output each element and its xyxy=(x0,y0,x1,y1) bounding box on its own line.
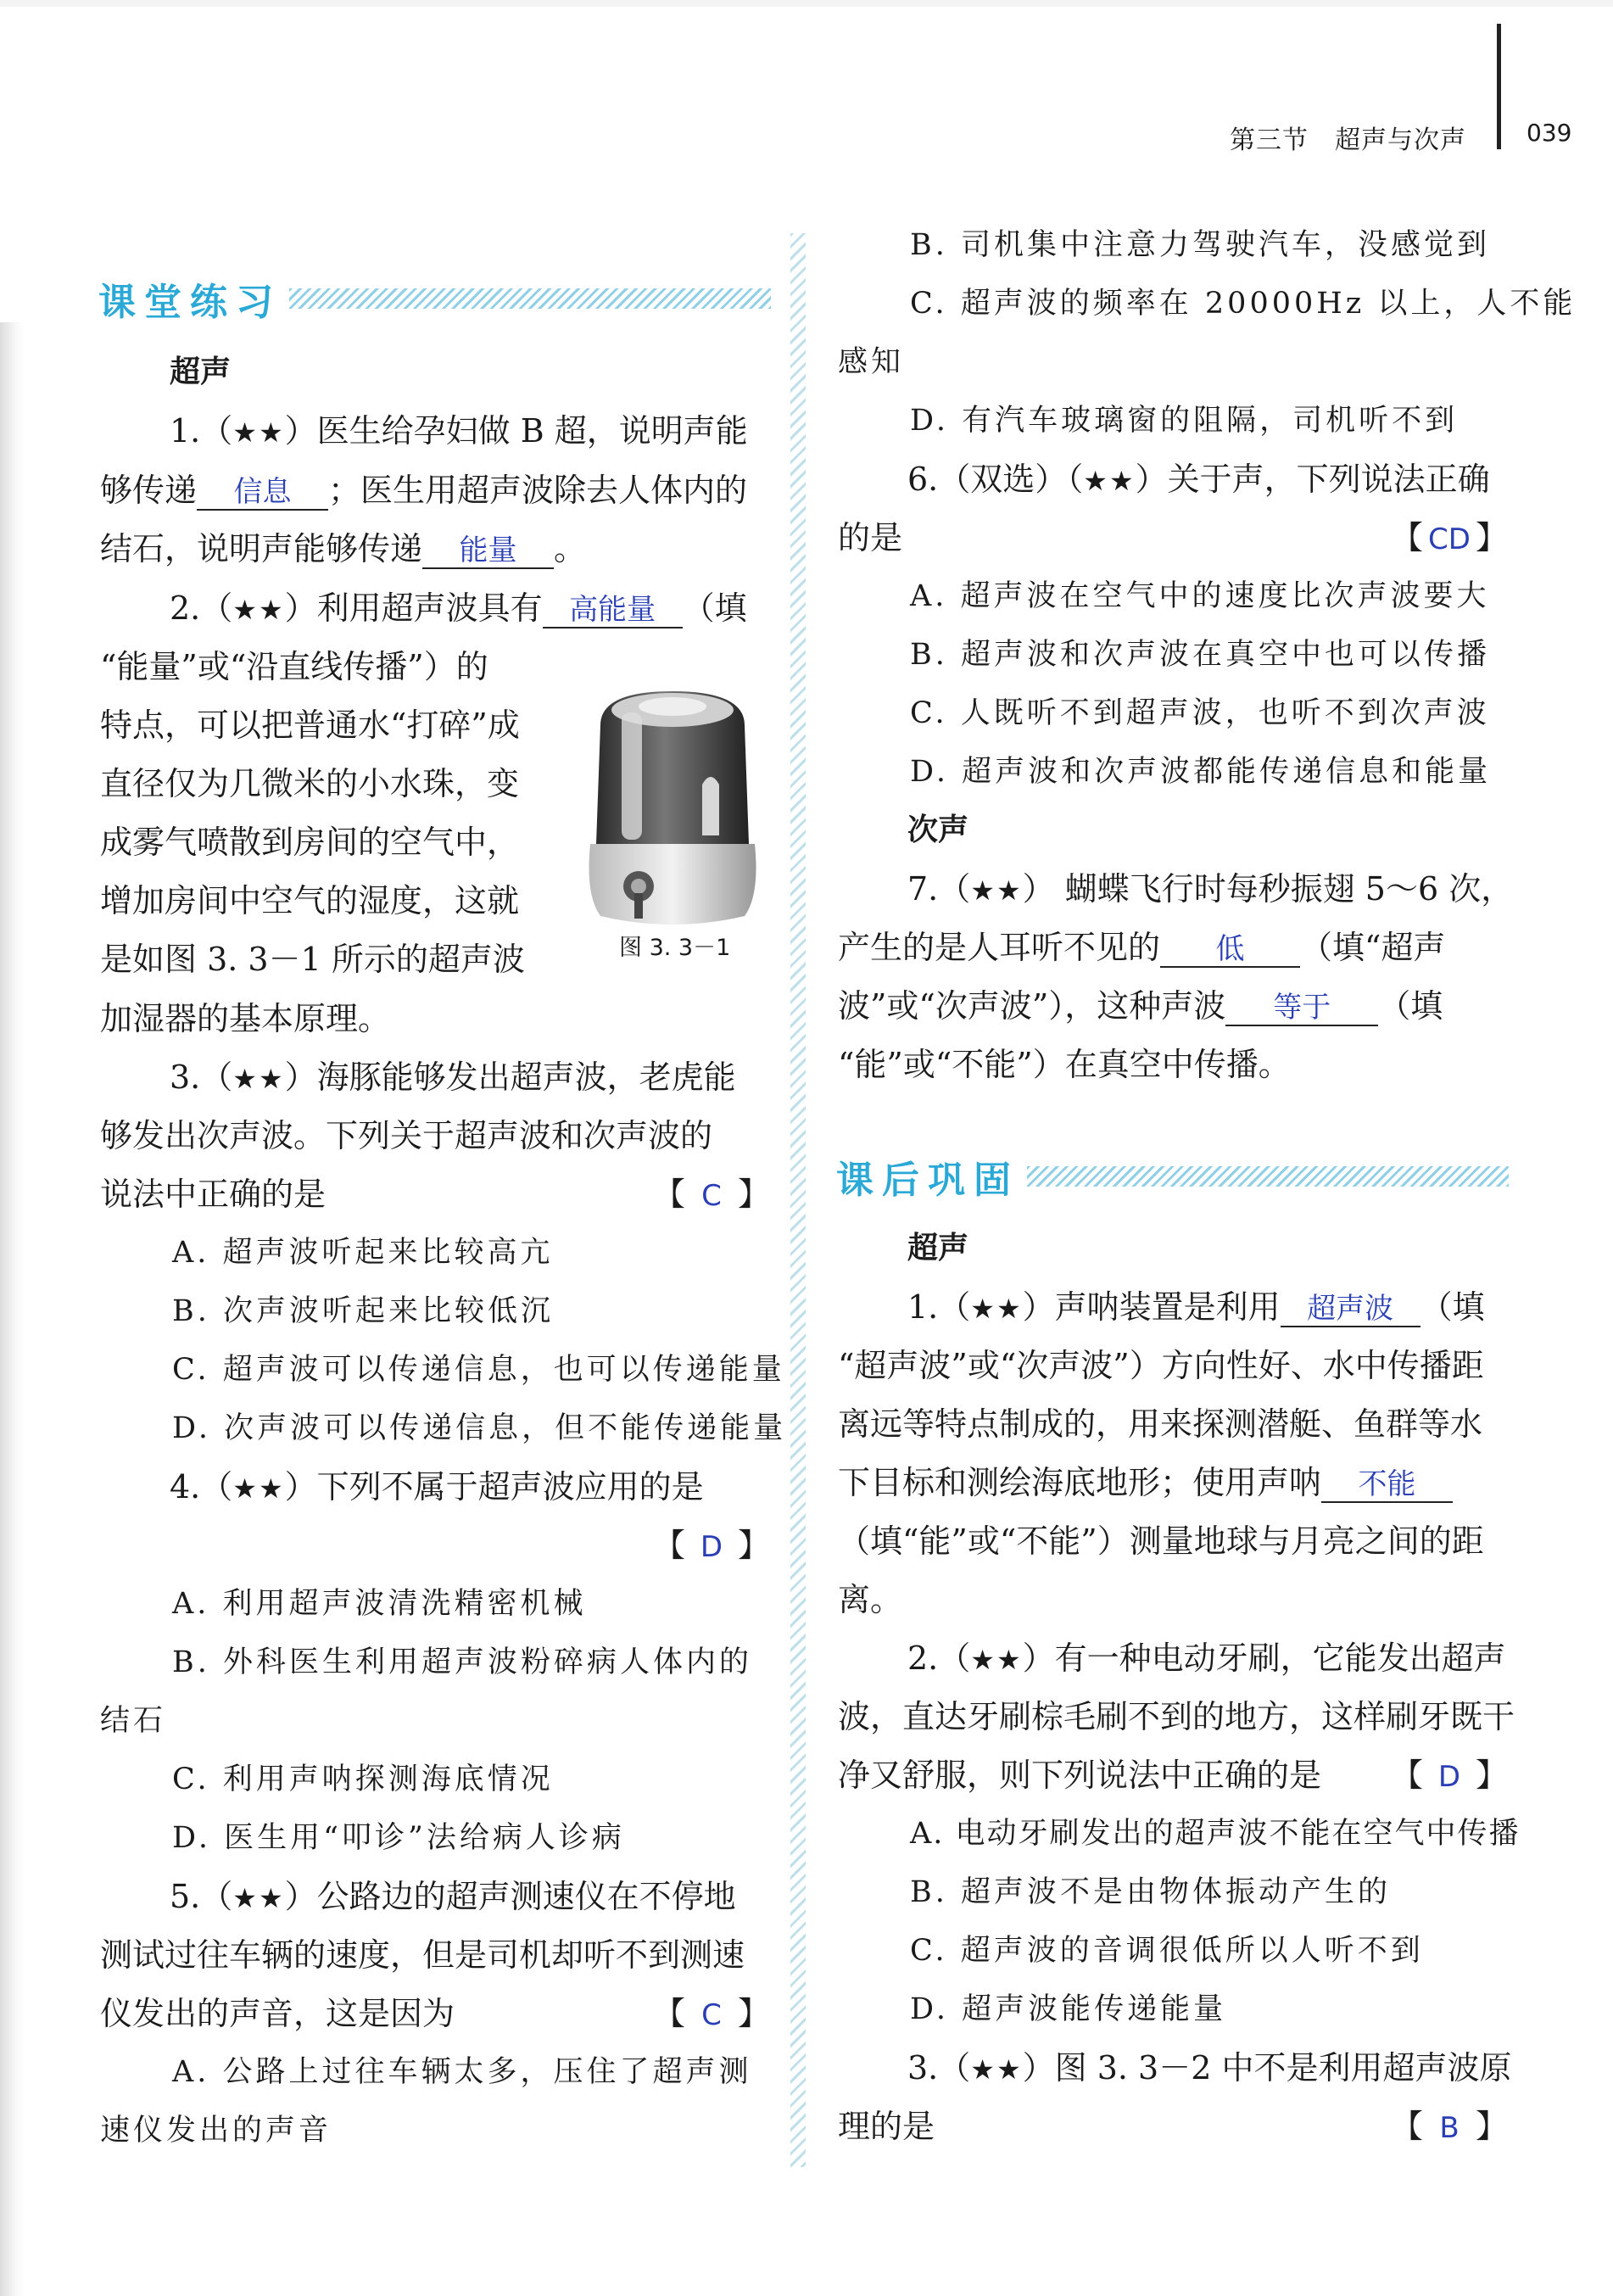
h2-option-c: C. 超声波的音调很低所以人听不到 xyxy=(910,1934,1424,1968)
q3-line1: 3.（★★）海豚能够发出超声波，老虎能 xyxy=(170,1059,736,1096)
h3-answer-box: 【 B 】 xyxy=(1391,2106,1508,2148)
difficulty-stars: ★★ xyxy=(970,1644,1023,1676)
q5-option-d: D. 有汽车玻璃窗的阻隔，司机听不到 xyxy=(910,404,1459,438)
q3-option-d: D. 次声波可以传递信息，但不能传递能量 xyxy=(172,1411,787,1445)
section-header-homework xyxy=(836,1149,1510,1209)
h3-answer: B xyxy=(1439,2111,1460,2145)
q5-answer: C xyxy=(701,1998,722,2032)
section-title: 课后巩固 xyxy=(836,1159,1019,1202)
q1-answer-1: 信息 xyxy=(197,475,328,511)
q3-answer: C xyxy=(701,1179,722,1213)
section-title: 课堂练习 xyxy=(98,281,282,324)
q4-option-b-cont: 结石 xyxy=(100,1704,167,1738)
h2-answer: D xyxy=(1437,1760,1461,1794)
q4-answer-box: 【 D 】 xyxy=(653,1525,770,1567)
h2-option-d: D. 超声波能传递能量 xyxy=(910,1992,1227,2026)
h2-line2: 波，直达牙刷棕毛刷不到的地方，这样刷牙既干 xyxy=(838,1698,1515,1735)
q4-option-c: C. 利用声呐探测海底情况 xyxy=(172,1763,554,1796)
q6-option-a: A. 超声波在空气中的速度比次声波要大 xyxy=(910,579,1490,613)
q2-line5: 成雾气喷散到房间的空气中， xyxy=(100,824,520,861)
q5-option-c-cont: 感知 xyxy=(838,345,905,379)
difficulty-stars: ★★ xyxy=(232,1063,285,1095)
subheading-ultrasound: 超声 xyxy=(170,355,232,389)
h3-line2: 理的是 【 B 】 xyxy=(838,2106,1508,2147)
q6-answer: CD xyxy=(1428,522,1471,556)
q6-option-c: C. 人既听不到超声波，也听不到次声波 xyxy=(910,696,1490,730)
q5-option-b: B. 司机集中注意力驾驶汽车，没感觉到 xyxy=(910,228,1490,262)
q4-line1: 4.（★★）下列不属于超声波应用的是 xyxy=(170,1468,704,1506)
difficulty-stars: ★★ xyxy=(970,1293,1023,1325)
q3-option-b: B. 次声波听起来比较低沉 xyxy=(172,1294,554,1328)
q2-line7: 是如图 3. 3－1 所示的超声波 xyxy=(100,941,525,978)
scan-edge-left xyxy=(0,322,25,2296)
q2-line1: 2.（★★）利用超声波具有 高能量 （填 xyxy=(170,589,747,627)
h1-line5: （填“能”或“不能”）测量地球与月亮之间的距 xyxy=(838,1522,1484,1560)
h1-line3: 离远等特点制成的，用来探测潜艇、鱼群等水 xyxy=(838,1405,1483,1443)
q1-line3: 结石，说明声能够传递 能量 。 xyxy=(100,530,587,567)
header-rule xyxy=(1497,24,1501,149)
q2-line6: 增加房间中空气的湿度，这就 xyxy=(100,882,520,919)
q5-line2: 测试过往车辆的速度，但是司机却听不到测速 xyxy=(100,1936,745,1974)
q4-answer-line xyxy=(100,1525,770,1566)
q5-option-a: A. 公路上过往车辆太多，压住了超声测 xyxy=(172,2055,752,2089)
difficulty-stars: ★★ xyxy=(232,1472,285,1505)
q3-option-a: A. 超声波听起来比较高亢 xyxy=(172,1236,554,1270)
h1-line1: 1.（★★）声呐装置是利用 超声波 （填 xyxy=(907,1288,1485,1326)
q2-line4: 直径仅为几微米的小水珠，变 xyxy=(100,765,520,802)
h1-answer-2: 不能 xyxy=(1321,1467,1453,1503)
q6-option-b: B. 超声波和次声波在真空中也可以传播 xyxy=(910,638,1490,672)
q1-answer-2: 能量 xyxy=(422,533,554,569)
q7-line3: 波”或“次声波”），这种声波 等于 （填 xyxy=(838,987,1443,1025)
q3-line3: 说法中正确的是 【 C 】 xyxy=(100,1174,770,1215)
q2-line8: 加湿器的基本原理。 xyxy=(100,1000,391,1037)
h1-line2: “超声波”或“次声波”）方向性好、水中传播距 xyxy=(838,1347,1484,1384)
h2-option-a: A. 电动牙刷发出的超声波不能在空气中传播 xyxy=(910,1817,1521,1851)
q6-line2: 的是 【 CD 】 xyxy=(838,517,1508,558)
h3-line1: 3.（★★）图 3. 3－2 中不是利用超声波原 xyxy=(907,2049,1512,2087)
difficulty-stars: ★★ xyxy=(232,1882,285,1914)
q1-line2: 够传递 信息 ；医生用超声波除去人体内的 xyxy=(100,472,748,509)
q4-option-b: B. 外科医生利用超声波粉碎病人体内的 xyxy=(172,1645,752,1679)
section-stripe xyxy=(1027,1166,1509,1187)
difficulty-stars: ★★ xyxy=(232,416,285,449)
q5-answer-box: 【 C 】 xyxy=(653,1993,770,2036)
scan-edge-top xyxy=(0,0,1613,7)
difficulty-stars: ★★ xyxy=(232,594,285,626)
difficulty-stars: ★★ xyxy=(970,874,1023,907)
q5-option-a-cont: 速仪发出的声音 xyxy=(100,2114,332,2148)
q4-answer: D xyxy=(700,1530,723,1564)
q6-line1: 6.（双选）（★★）关于声，下列说法正确 xyxy=(907,461,1490,498)
section-header-classwork xyxy=(98,271,773,331)
h1-line6: 离。 xyxy=(838,1581,903,1618)
q4-option-d: D. 医生用“叩诊”法给病人诊病 xyxy=(172,1821,625,1855)
h2-answer-box: 【 D 】 xyxy=(1391,1755,1508,1797)
q7-line4: “能”或“不能”）在真空中传播。 xyxy=(838,1046,1291,1083)
figure-caption: 图 3. 3－1 xyxy=(619,935,731,961)
q6-answer-box: 【 CD 】 xyxy=(1391,517,1508,560)
difficulty-stars: ★★ xyxy=(1083,465,1136,497)
subheading-ultrasound: 超声 xyxy=(907,1231,969,1265)
page-number: 039 xyxy=(1526,119,1572,147)
running-header: 第三节 超声与次声 xyxy=(1230,126,1466,155)
q3-answer-box: 【 C 】 xyxy=(653,1174,770,1216)
h1-line4: 下目标和测绘海底地形；使用声呐 不能 xyxy=(838,1462,1453,1503)
q3-line2: 够发出次声波。下列关于超声波和次声波的 xyxy=(100,1117,713,1154)
q5-option-c: C. 超声波的频率在 20000Hz 以上，人不能 xyxy=(910,287,1577,321)
humidifier-figure xyxy=(575,674,770,941)
q2-answer: 高能量 xyxy=(543,593,683,628)
h2-line1: 2.（★★）有一种电动牙刷，它能发出超声 xyxy=(907,1640,1506,1677)
q6-option-d: D. 超声波和次声波都能传递信息和能量 xyxy=(910,755,1492,789)
q7-line2: 产生的是人耳听不见的 低 （填“超声 xyxy=(838,929,1446,966)
q7-line1: 7.（★★） 蝴蝶飞行时每秒振翅 5～6 次， xyxy=(907,870,1514,908)
q3-option-c: C. 超声波可以传递信息，也可以传递能量 xyxy=(172,1353,785,1387)
h1-answer-1: 超声波 xyxy=(1281,1292,1420,1327)
subheading-infrasound: 次声 xyxy=(907,813,969,847)
difficulty-stars: ★★ xyxy=(970,2053,1023,2086)
section-stripe xyxy=(289,288,771,309)
q4-option-a: A. 利用超声波清洗精密机械 xyxy=(172,1587,587,1621)
h2-line3: 净又舒服，则下列说法中正确的是 【 D 】 xyxy=(838,1755,1508,1796)
q5-line3: 仪发出的声音，这是因为 【 C 】 xyxy=(100,1993,770,2034)
q7-answer-1: 低 xyxy=(1160,932,1300,968)
q7-answer-2: 等于 xyxy=(1225,991,1378,1026)
q2-line3: 特点，可以把普通水“打碎”成 xyxy=(100,707,520,744)
column-divider xyxy=(790,233,806,2167)
q1-line1: 1.（★★）医生给孕妇做 B 超，说明声能 xyxy=(170,412,748,450)
q5-line1: 5.（★★）公路边的超声测速仪在不停地 xyxy=(170,1878,736,1915)
q2-line2: “能量”或“沿直线传播”）的 xyxy=(100,648,488,685)
h2-option-b: B. 超声波不是由物体振动产生的 xyxy=(910,1875,1391,1909)
